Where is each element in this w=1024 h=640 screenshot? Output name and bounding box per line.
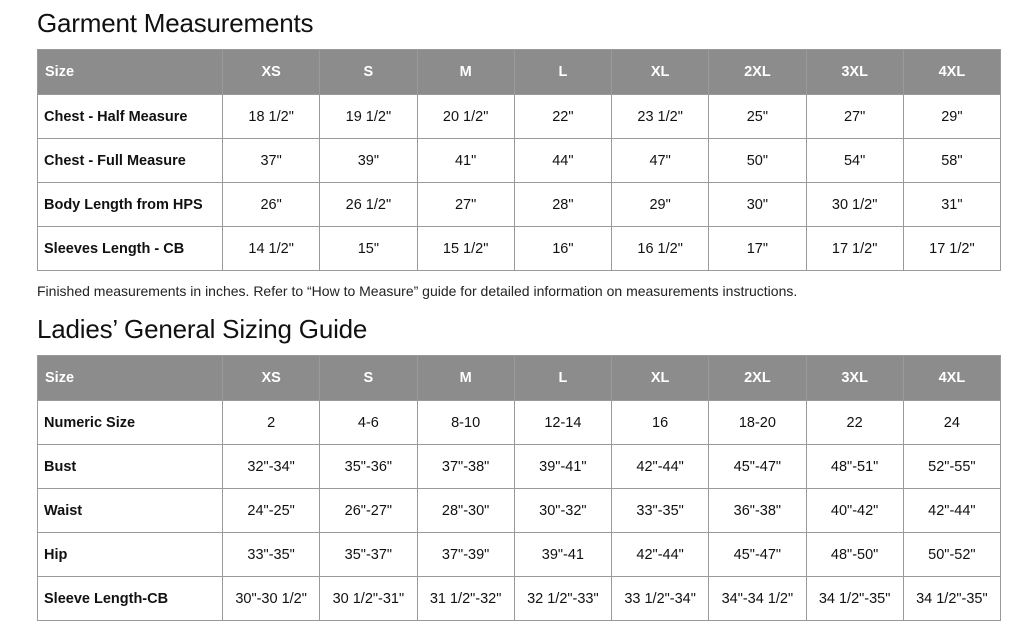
row-label: Numeric Size [38, 401, 223, 445]
table-cell: 45"-47" [709, 445, 806, 489]
table-cell: 25" [709, 95, 806, 139]
table-cell: 17" [709, 227, 806, 271]
table-cell: 40"-42" [806, 489, 903, 533]
header-cell: XS [223, 356, 320, 401]
table-cell: 27" [806, 95, 903, 139]
table-cell: 37"-38" [417, 445, 514, 489]
header-cell: 4XL [903, 50, 1000, 95]
table-row [38, 183, 1001, 227]
table-cell: 48"-51" [806, 445, 903, 489]
table-cell: 33"-35" [223, 533, 320, 577]
table-cell: 39"-41" [514, 445, 611, 489]
table-cell: 31 1/2"-32" [417, 577, 514, 621]
table-cell: 35"-36" [320, 445, 417, 489]
header-cell: S [320, 50, 417, 95]
table-cell: 44" [514, 139, 611, 183]
table-cell: 28"-30" [417, 489, 514, 533]
table-cell: 22" [514, 95, 611, 139]
table-cell: 39"-41 [514, 533, 611, 577]
table-cell: 37"-39" [417, 533, 514, 577]
table-cell: 37" [223, 139, 320, 183]
garment-measurements-title: Garment Measurements [37, 8, 314, 38]
table-cell: 23 1/2" [612, 95, 709, 139]
row-label: Hip [38, 533, 223, 577]
row-label: Chest - Half Measure [38, 95, 223, 139]
row-label: Sleeve Length-CB [38, 577, 223, 621]
table-cell: 31" [903, 183, 1000, 227]
table-cell: 29" [612, 183, 709, 227]
table-cell: 16 1/2" [612, 227, 709, 271]
table-row [38, 95, 1001, 139]
table-cell: 42"-44" [903, 489, 1000, 533]
header-cell: XL [612, 50, 709, 95]
table-row [38, 445, 1001, 489]
table-row [38, 577, 1001, 621]
header-cell: Size [38, 356, 223, 401]
table-cell: 50"-52" [903, 533, 1000, 577]
table-cell: 14 1/2" [223, 227, 320, 271]
table-cell: 50" [709, 139, 806, 183]
garment-measurements-table [37, 49, 1001, 271]
table-cell: 15 1/2" [417, 227, 514, 271]
row-label: Sleeves Length - CB [38, 227, 223, 271]
table-row [38, 227, 1001, 271]
table-cell: 52"-55" [903, 445, 1000, 489]
header-cell: 3XL [806, 50, 903, 95]
table-cell: 35"-37" [320, 533, 417, 577]
table-cell: 22 [806, 401, 903, 445]
table-cell: 34 1/2"-35" [806, 577, 903, 621]
header-cell: M [417, 356, 514, 401]
table-cell: 33 1/2"-34" [612, 577, 709, 621]
table-cell: 36"-38" [709, 489, 806, 533]
header-cell: 4XL [903, 356, 1000, 401]
table-header-row [38, 356, 1001, 401]
table-cell: 2 [223, 401, 320, 445]
row-label: Body Length from HPS [38, 183, 223, 227]
ladies-sizing-title: Ladies’ General Sizing Guide [37, 314, 368, 344]
table-cell: 17 1/2" [903, 227, 1000, 271]
header-cell: L [514, 356, 611, 401]
table-cell: 24"-25" [223, 489, 320, 533]
header-cell: 2XL [709, 50, 806, 95]
table-cell: 32"-34" [223, 445, 320, 489]
header-cell: 3XL [806, 356, 903, 401]
table-cell: 24 [903, 401, 1000, 445]
table-cell: 16 [612, 401, 709, 445]
table-cell: 18 1/2" [223, 95, 320, 139]
table-cell: 30"-30 1/2" [223, 577, 320, 621]
table-cell: 58" [903, 139, 1000, 183]
table-cell: 45"-47" [709, 533, 806, 577]
header-cell: S [320, 356, 417, 401]
table-row [38, 401, 1001, 445]
table-cell: 33"-35" [612, 489, 709, 533]
table-cell: 34"-34 1/2" [709, 577, 806, 621]
table-cell: 28" [514, 183, 611, 227]
table-cell: 17 1/2" [806, 227, 903, 271]
ladies-sizing-table [37, 355, 1001, 621]
table-cell: 20 1/2" [417, 95, 514, 139]
header-cell: L [514, 50, 611, 95]
table-cell: 16" [514, 227, 611, 271]
table-cell: 41" [417, 139, 514, 183]
row-label: Bust [38, 445, 223, 489]
table-cell: 39" [320, 139, 417, 183]
header-cell: 2XL [709, 356, 806, 401]
table-cell: 32 1/2"-33" [514, 577, 611, 621]
table-cell: 26 1/2" [320, 183, 417, 227]
header-cell: XL [612, 356, 709, 401]
table-cell: 34 1/2"-35" [903, 577, 1000, 621]
table-row [38, 533, 1001, 577]
measurement-note: Finished measurements in inches. Refer to “How to Measure” guide for detailed information on measurements instructions. [37, 283, 798, 299]
header-cell: M [417, 50, 514, 95]
table-cell: 27" [417, 183, 514, 227]
table-cell: 26" [223, 183, 320, 227]
table-cell: 8-10 [417, 401, 514, 445]
table-cell: 30 1/2"-31" [320, 577, 417, 621]
table-cell: 42"-44" [612, 533, 709, 577]
table-cell: 42"-44" [612, 445, 709, 489]
table-cell: 15" [320, 227, 417, 271]
table-cell: 4-6 [320, 401, 417, 445]
table-cell: 30 1/2" [806, 183, 903, 227]
table-cell: 26"-27" [320, 489, 417, 533]
table-cell: 18-20 [709, 401, 806, 445]
header-cell: Size [38, 50, 223, 95]
table-cell: 47" [612, 139, 709, 183]
table-cell: 29" [903, 95, 1000, 139]
header-cell: XS [223, 50, 320, 95]
table-cell: 48"-50" [806, 533, 903, 577]
table-cell: 54" [806, 139, 903, 183]
table-row [38, 489, 1001, 533]
row-label: Waist [38, 489, 223, 533]
table-header-row [38, 50, 1001, 95]
row-label: Chest - Full Measure [38, 139, 223, 183]
table-row [38, 139, 1001, 183]
table-cell: 12-14 [514, 401, 611, 445]
table-cell: 30"-32" [514, 489, 611, 533]
table-cell: 30" [709, 183, 806, 227]
table-cell: 19 1/2" [320, 95, 417, 139]
